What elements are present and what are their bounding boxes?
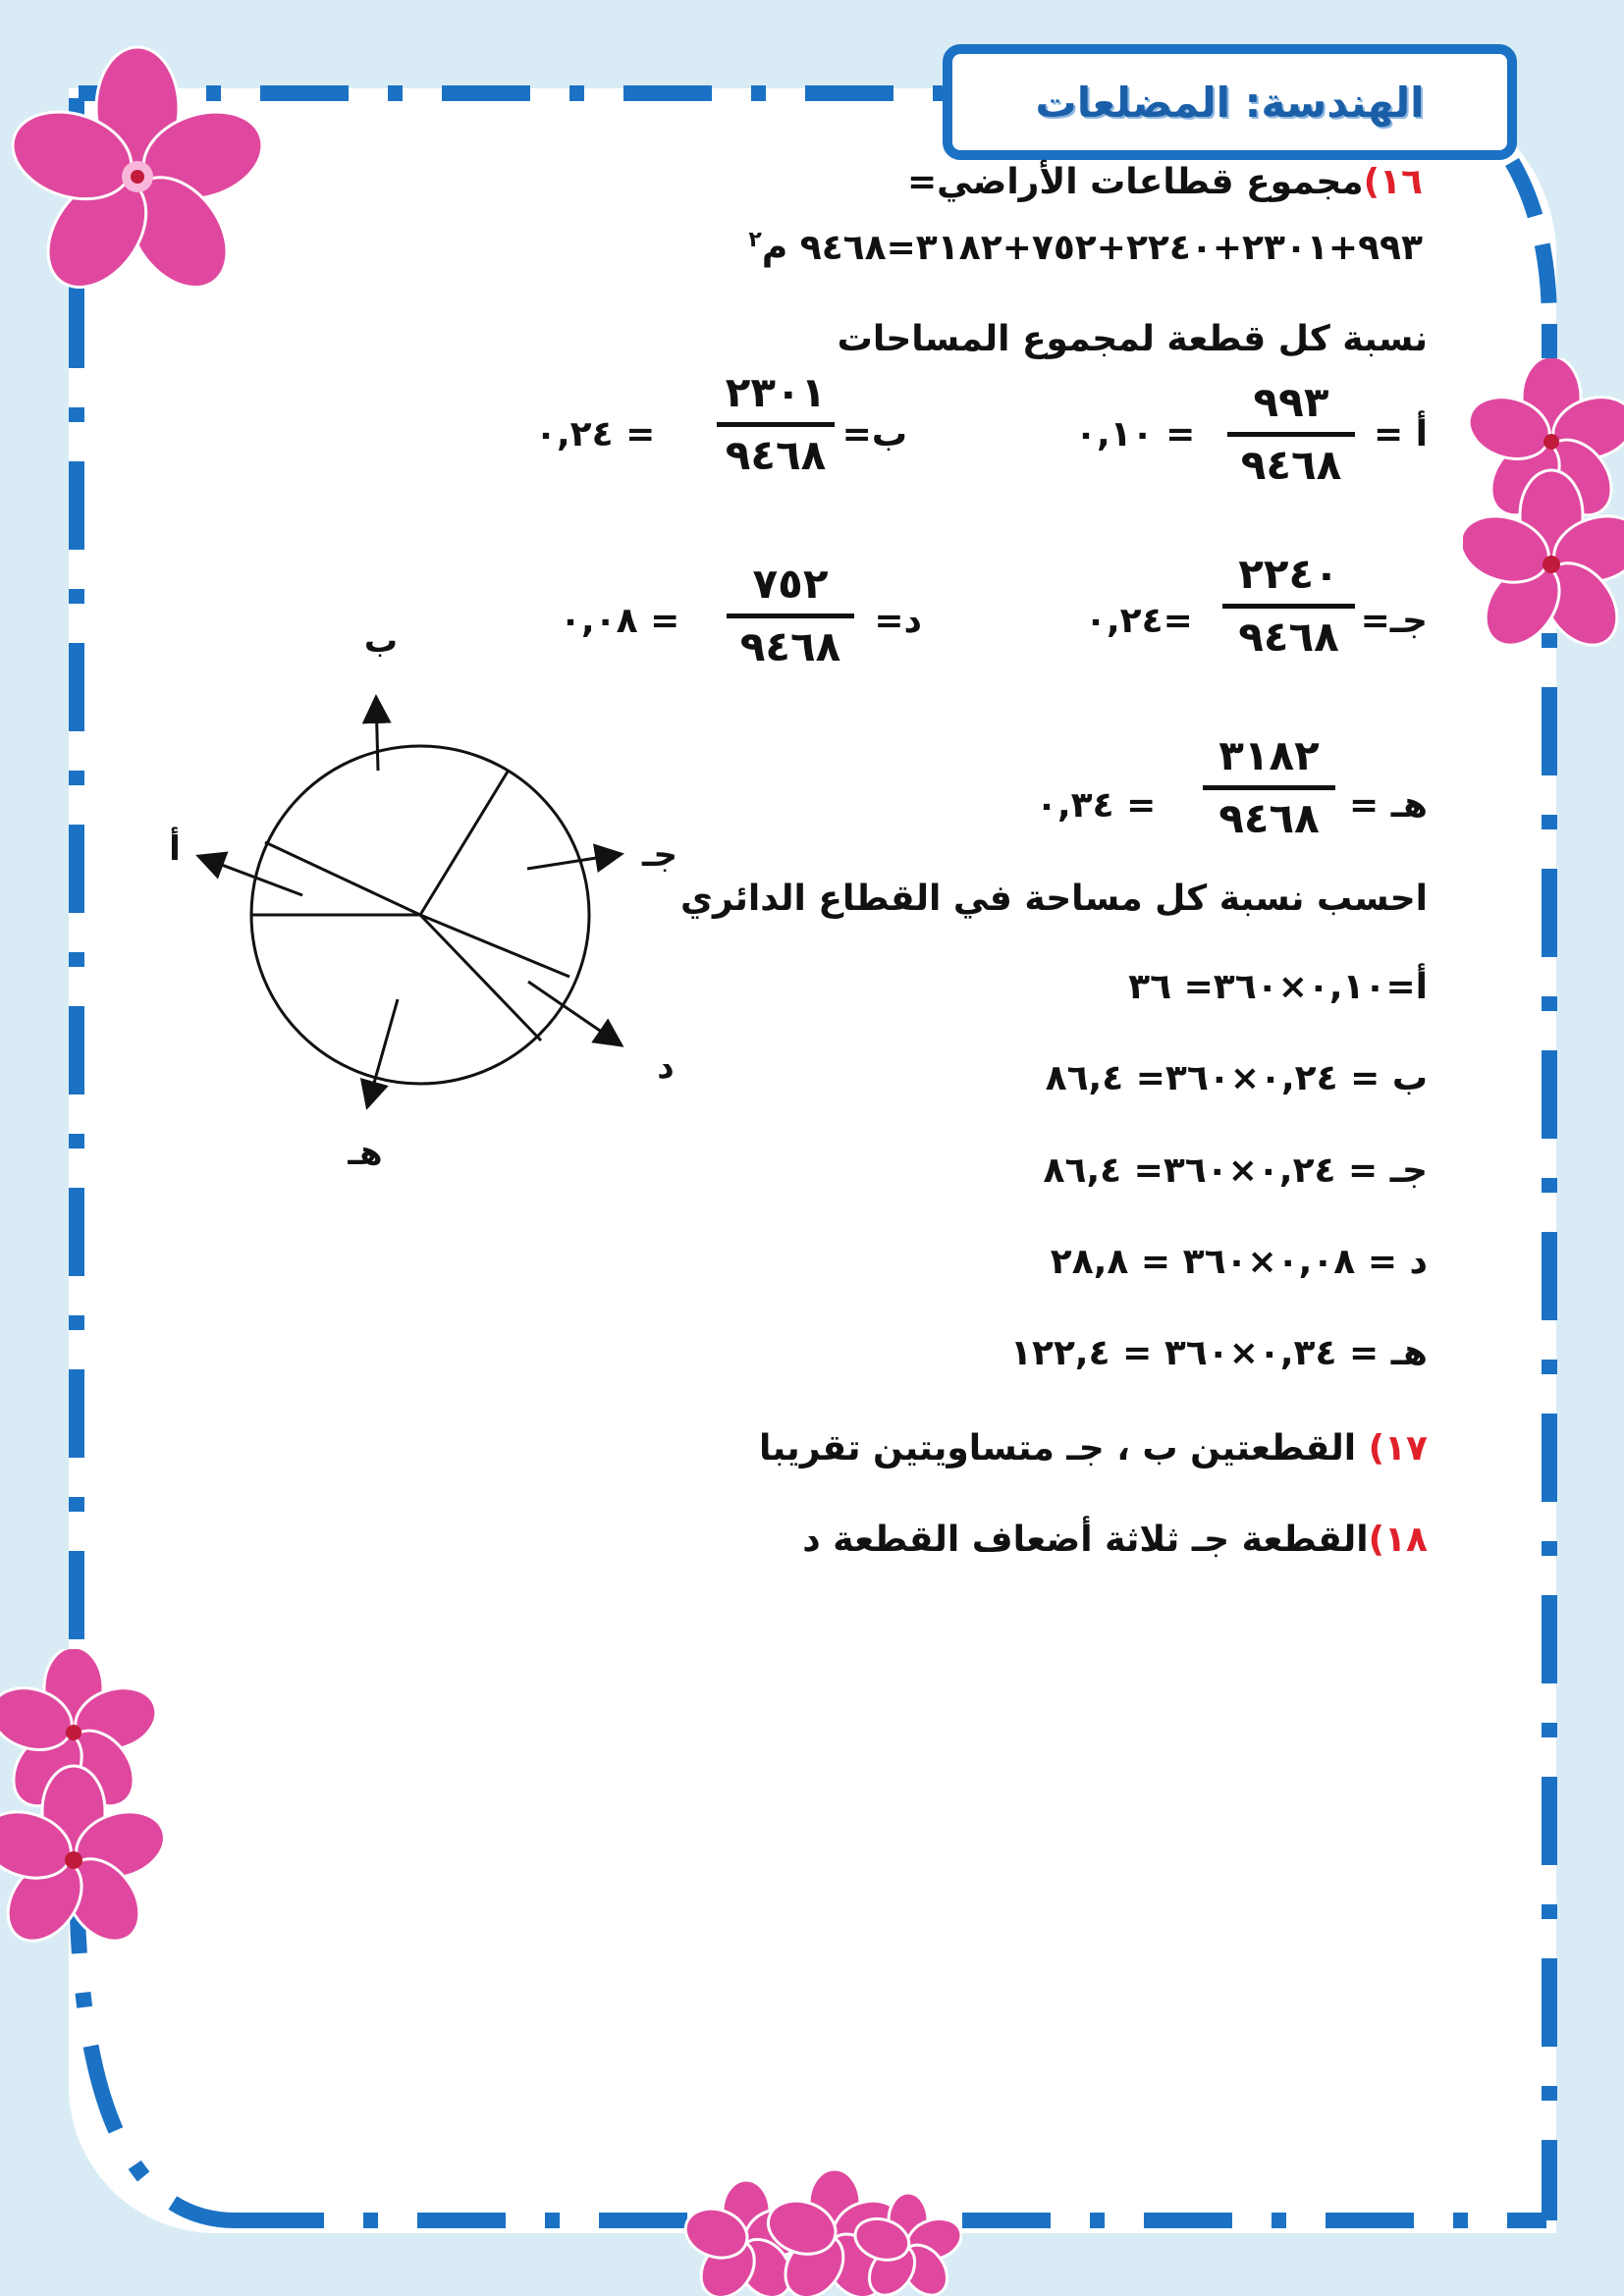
fraction-a-numerator: ٩٩٣: [1253, 378, 1329, 426]
flower-icon: [10, 29, 265, 324]
fraction-a: [1227, 378, 1355, 489]
fraction-b-denominator: ٩٤٦٨: [725, 431, 827, 479]
label-a: أ =: [1373, 414, 1428, 454]
sector-radius: [420, 915, 569, 977]
flower-icon: [0, 1649, 167, 1963]
diagram-label-e: هـ: [348, 1134, 383, 1173]
arrow-a: [198, 856, 302, 895]
q16-heading: مجموع قطاعات الأراضي=: [906, 162, 1364, 202]
fraction-c-numerator: ٢٢٤٠: [1238, 550, 1339, 598]
diagram-label-a: أ: [169, 829, 181, 869]
fraction-bar: [727, 614, 854, 618]
flower-icon: [668, 2169, 962, 2296]
fraction-c: [1222, 550, 1355, 661]
result-b: = ٠,٢٤: [535, 414, 656, 454]
page-title: الهندسة: المضلعات: [1035, 78, 1425, 127]
label-b: ب=: [841, 414, 907, 454]
result-c: =٠,٢٤: [1085, 601, 1193, 641]
fraction-bar: [1203, 785, 1335, 790]
calc-b: ب = ٠,٢٤×٣٦٠= ٨٦,٤: [1045, 1058, 1428, 1098]
fraction-b: [717, 368, 835, 479]
sector-heading: احسب نسبة كل مساحة في القطاع الدائري: [679, 879, 1428, 919]
calc-d: د = ٠,٠٨×٣٦٠ = ٢٨,٨: [1050, 1242, 1428, 1282]
arrow-b: [376, 697, 378, 771]
q17-text: القطعتين ب ، جـ متساويتين تقريبا: [758, 1428, 1369, 1468]
flower-icon: [1463, 358, 1624, 672]
result-d: = ٠,٠٨: [560, 601, 680, 641]
arrow-e: [367, 999, 398, 1107]
calc-e: هـ = ٠,٣٤×٣٦٠ = ١٢٢,٤: [1010, 1333, 1428, 1373]
label-c: جـ=: [1360, 601, 1428, 641]
title-box: [943, 44, 1517, 160]
ratio-heading: نسبة كل قطعة لمجموع المساحات: [837, 319, 1428, 359]
q18-number: ١٨): [1368, 1520, 1428, 1560]
q17-number: ١٧): [1368, 1428, 1428, 1468]
fraction-b-numerator: ٢٣٠١: [725, 368, 827, 416]
sector-diagram: [157, 614, 707, 1183]
sector-radius: [265, 842, 420, 915]
q17-line: [759, 1428, 1428, 1468]
arrow-c: [527, 854, 622, 869]
diagram-label-d: د: [657, 1047, 675, 1087]
arrow-d: [528, 982, 622, 1045]
sum-unit-exponent: ٢: [748, 228, 762, 252]
sum-equation: ٩٩٣+٢٣٠١+٢٢٤٠+٧٥٢+٣١٨٢=٩٤٦٨ م: [761, 228, 1423, 268]
q16-sum-line: [748, 228, 1423, 268]
fraction-d-numerator: ٧٥٢: [752, 560, 829, 608]
fraction-a-denominator: ٩٤٦٨: [1240, 441, 1342, 489]
fraction-e-denominator: ٩٤٦٨: [1218, 794, 1320, 842]
q18-line: [802, 1520, 1428, 1560]
fraction-bar: [1227, 432, 1355, 437]
fraction-d-denominator: ٩٤٦٨: [739, 622, 841, 670]
q18-text: القطعة جـ ثلاثة أضعاف القطعة د: [802, 1520, 1369, 1560]
diagram-label-c: جـ: [641, 835, 678, 875]
calc-a: أ=٠,١٠×٣٦٠= ٣٦: [1128, 967, 1428, 1007]
q16-heading-line: [907, 162, 1423, 202]
calc-c: جـ = ٠,٢٤×٣٦٠= ٨٦,٤: [1043, 1150, 1428, 1191]
sector-radius: [420, 915, 541, 1041]
fraction-d: [727, 560, 854, 670]
fraction-e: [1203, 731, 1335, 842]
label-e: هـ =: [1349, 785, 1428, 826]
fraction-bar: [1222, 604, 1355, 609]
result-a: = ٠,١٠: [1075, 414, 1196, 454]
fraction-c-denominator: ٩٤٦٨: [1238, 613, 1339, 661]
label-d: د=: [874, 601, 922, 641]
result-e: = ٠,٣٤: [1036, 785, 1157, 826]
sector-radius: [420, 772, 508, 915]
fraction-bar: [717, 422, 835, 427]
fraction-e-numerator: ٣١٨٢: [1218, 731, 1320, 779]
q16-number: ١٦): [1363, 162, 1423, 202]
diagram-label-b: ب: [363, 621, 399, 661]
